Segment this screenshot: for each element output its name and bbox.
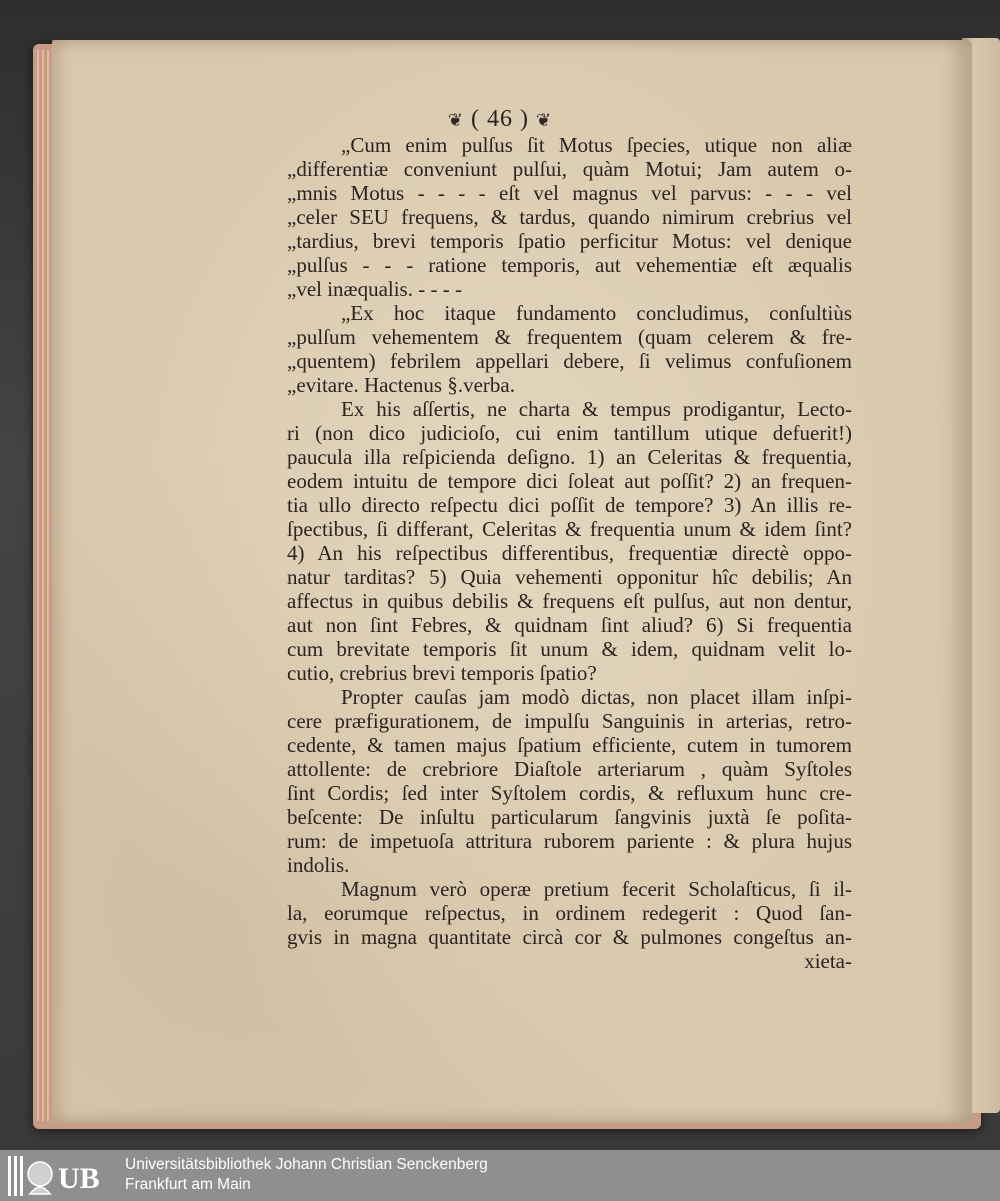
text-line: beſcente: De inſultu particularum ſangvinis juxtà ſe poſita-	[287, 805, 852, 829]
text-line: „pulſus - - - ratione temporis, aut vehementiæ eſt æqualis	[287, 253, 852, 277]
ornament-left-icon: ❦	[447, 110, 464, 130]
ornament-right-icon: ❦	[535, 110, 553, 130]
text-line: indolis.	[287, 853, 350, 877]
text-line: 4) An his reſpectibus differentibus, frequentiæ directè oppo-	[287, 541, 852, 565]
svg-text:UB: UB	[58, 1161, 100, 1195]
text-line: paucula illa reſpicienda deſigno. 1) an Celeritas & frequentia,	[287, 445, 852, 469]
text-line: natur tarditas? 5) Quia vehementi opponitur hîc debilis; An	[287, 565, 852, 589]
text-line: „Ex hoc itaque fundamento concludimus, conſultiùs	[341, 301, 852, 325]
text-line: rum: de impetuoſa attritura ruborem pariente : & plura hujus	[287, 829, 852, 853]
text-line: Magnum verò operæ pretium fecerit Scholaſticus, ſi il-	[341, 877, 852, 901]
text-line: „differentiæ conveniunt pulſui, quàm Motui; Jam autem o-	[287, 157, 852, 181]
text-line: Ex his aſſertis, ne charta & tempus prodigantur, Lecto-	[341, 397, 852, 421]
text-line: la, eorumque reſpectus, in ordinem redegerit : Quod ſan-	[287, 901, 852, 925]
text-line: „mnis Motus - - - - eſt vel magnus vel parvus: - - - vel	[287, 181, 852, 205]
text-line: „vel inæqualis. - - - -	[287, 277, 462, 301]
text-line: cere præfigurationem, de impulſu Sanguinis in arterias, retro-	[287, 709, 852, 733]
text-line: xieta-	[804, 949, 852, 973]
university-library-logo-icon	[6, 1154, 114, 1198]
text-line: „quentem) febrilem appellari debere, ſi velimus confuſionem	[287, 349, 852, 373]
text-line: ſpectibus, ſi differant, Celeritas & frequentia unum & idem ſint?	[287, 517, 852, 541]
text-line: „celer SEU frequens, & tardus, quando nimirum crebrius vel	[287, 205, 852, 229]
text-line: ſint Cordis; ſed inter Syſtolem cordis, & refluxum hunc cre-	[287, 781, 852, 805]
text-line: cutio, crebrius brevi temporis ſpatio?	[287, 661, 597, 685]
page-header	[0, 106, 1000, 133]
text-line: cedente, & tamen majus ſpatium efficiente, cutem in tumorem	[287, 733, 852, 757]
library-footer	[0, 1150, 1000, 1201]
text-line: gvis in magna quantitate circà cor & pulmones congeſtus an-	[287, 925, 852, 949]
text-line: affectus in quibus debilis & frequens eſt pulſus, aut non dentur,	[287, 589, 852, 613]
text-line: eodem intuitu de tempore dici ſoleat aut poſſit? 2) an frequen-	[287, 469, 852, 493]
text-line: ri (non dico judicioſo, cui enim tantillum utique defuerit!)	[287, 421, 852, 445]
text-line: „tardius, brevi temporis ſpatio perficitur Motus: vel denique	[287, 229, 852, 253]
text-line: aut non ſint Febres, & quidnam ſint aliud? 6) Si frequentia	[287, 613, 852, 637]
library-logo	[6, 1153, 114, 1198]
library-city: Frankfurt am Main	[125, 1176, 251, 1193]
library-name: Universitätsbibliothek Johann Christian Senckenberg	[125, 1156, 488, 1173]
text-line: Propter cauſas jam modò dictas, non placet illam inſpi-	[341, 685, 852, 709]
text-line: cum brevitate temporis ſit unum & idem, quidnam velit lo-	[287, 637, 852, 661]
text-line: „Cum enim pulſus ſit Motus ſpecies, utique non aliæ	[341, 133, 852, 157]
text-line: „pulſum vehementem & frequentem (quam celerem & fre-	[287, 325, 852, 349]
page-body-text	[287, 133, 852, 973]
text-line: attollente: de crebriore Diaſtole arteriarum , quàm Syſtoles	[287, 757, 852, 781]
page-number: ( 46 )	[471, 106, 529, 132]
text-line: „evitare. Hactenus §.verba.	[287, 373, 515, 397]
text-line: tia ullo directo reſpectu dici poſſit de tempore? 3) An illis re-	[287, 493, 852, 517]
